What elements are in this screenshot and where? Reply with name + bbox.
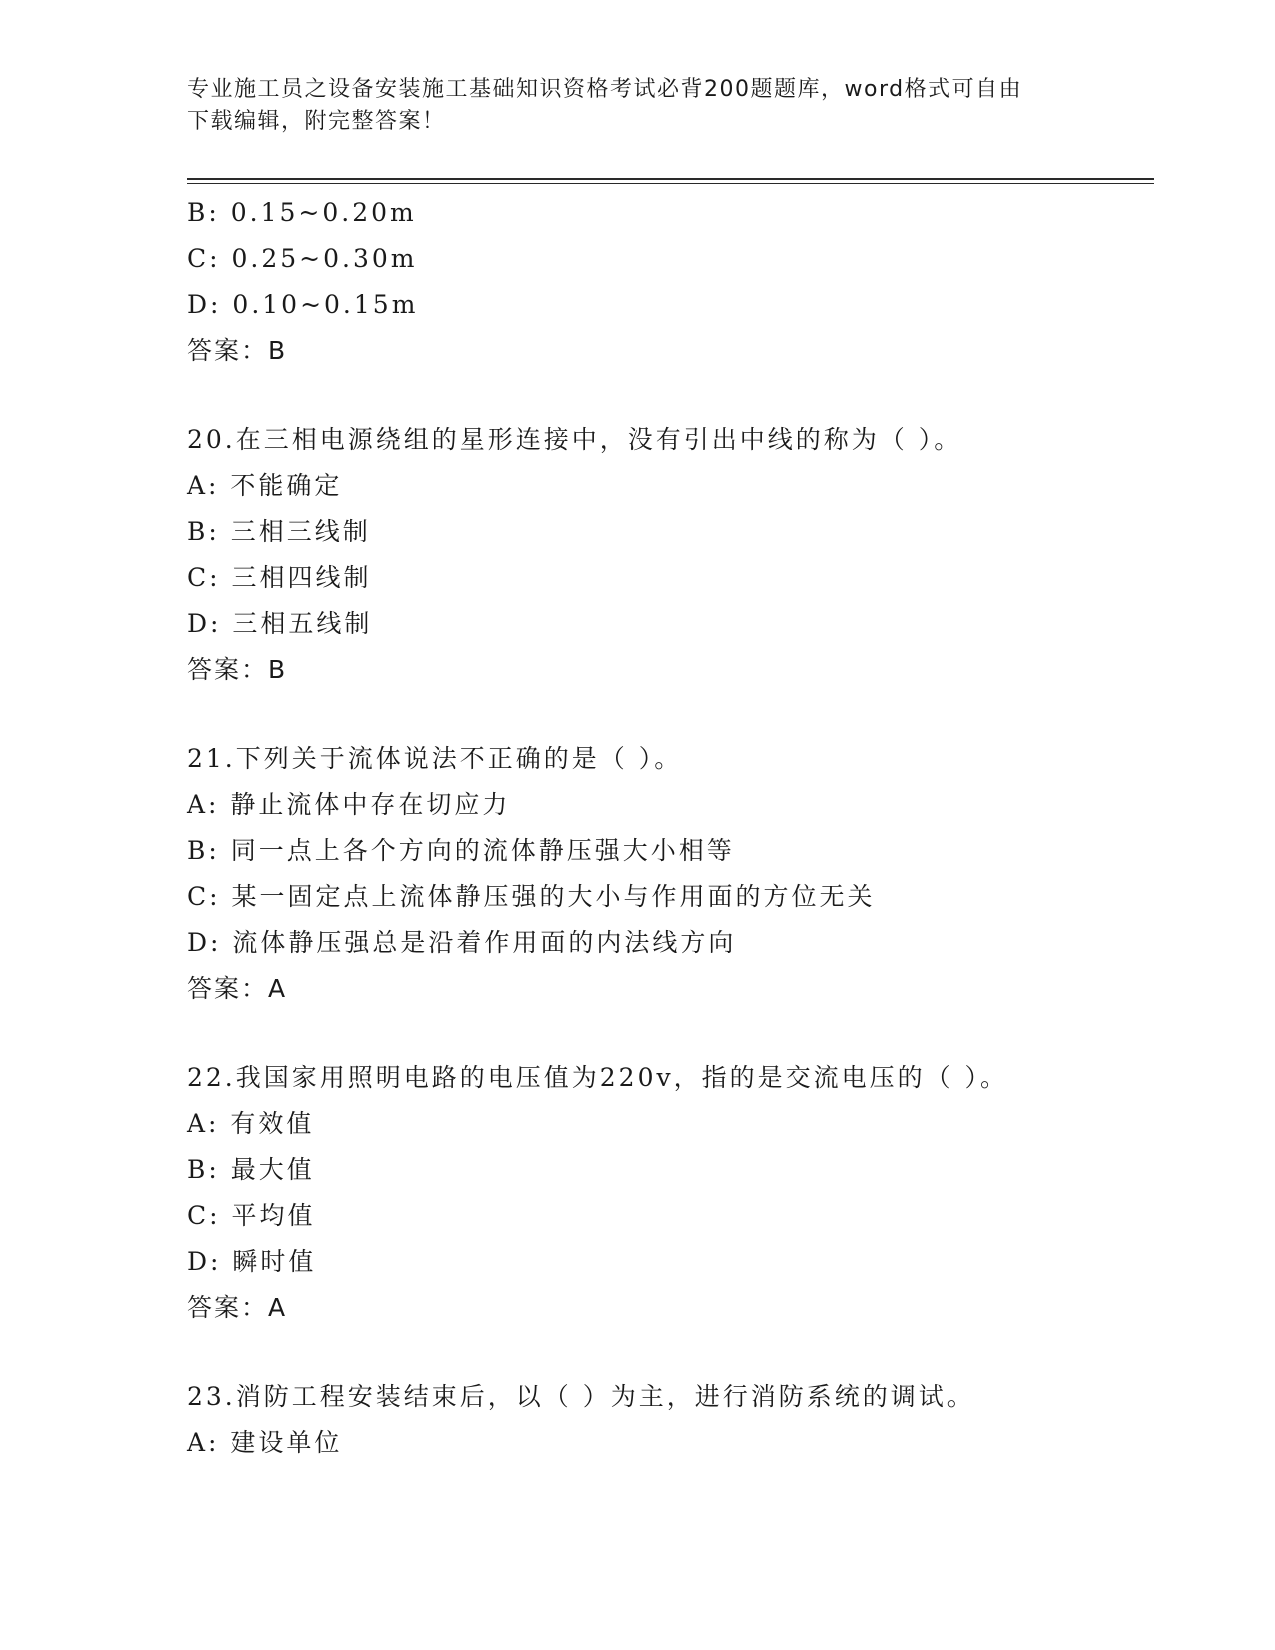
header-rule-thick (187, 178, 1154, 180)
option-d: D: 流体静压强总是沿着作用面的内法线方向 (187, 928, 737, 957)
question-block-23 (187, 1374, 1147, 1466)
option-c: C: 0.25~0.30m (187, 244, 418, 273)
option-a: A: 有效值 (187, 1109, 315, 1138)
option-d: D: 瞬时值 (187, 1247, 317, 1276)
question-stem: 23.消防工程安装结束后，以（ ）为主，进行消防系统的调试。 (187, 1382, 975, 1411)
question-block-21 (187, 736, 1147, 1012)
option-a: A: 静止流体中存在切应力 (187, 790, 511, 819)
option-c: C: 三相四线制 (187, 563, 372, 592)
header-title-line-2: 下载编辑，附完整答案！ (187, 109, 446, 134)
option-d: D: 三相五线制 (187, 609, 373, 638)
option-a: A: 建设单位 (187, 1428, 343, 1457)
question-block-22 (187, 1055, 1147, 1331)
question-stem: 22.我国家用照明电路的电压值为220v，指的是交流电压的（ ）。 (187, 1063, 1009, 1092)
question-stem: 20.在三相电源绕组的星形连接中，没有引出中线的称为（ ）。 (187, 425, 963, 454)
option-c: C: 某一固定点上流体静压强的大小与作用面的方位无关 (187, 882, 876, 911)
option-b: B: 0.15~0.20m (187, 198, 417, 227)
answer-line: 答案：B (187, 336, 288, 365)
option-b: B: 同一点上各个方向的流体静压强大小相等 (187, 836, 735, 865)
header-title-line-1: 专业施工员之设备安装施工基础知识资格考试必背200题题库，word格式可自由 (187, 77, 1023, 102)
option-a: A: 不能确定 (187, 471, 343, 500)
answer-line: 答案：A (187, 1293, 288, 1322)
option-b: B: 三相三线制 (187, 517, 371, 546)
header-rule-thin (187, 183, 1154, 184)
question-block-19 (187, 190, 1147, 374)
option-d: D: 0.10~0.15m (187, 290, 419, 319)
question-block-20 (187, 417, 1147, 693)
question-stem: 21.下列关于流体说法不正确的是（ ）。 (187, 744, 683, 773)
document-header (187, 74, 1087, 138)
option-b: B: 最大值 (187, 1155, 315, 1184)
option-c: C: 平均值 (187, 1201, 316, 1230)
answer-line: 答案：A (187, 974, 288, 1003)
answer-line: 答案：B (187, 655, 288, 684)
question-list (187, 190, 1147, 1466)
